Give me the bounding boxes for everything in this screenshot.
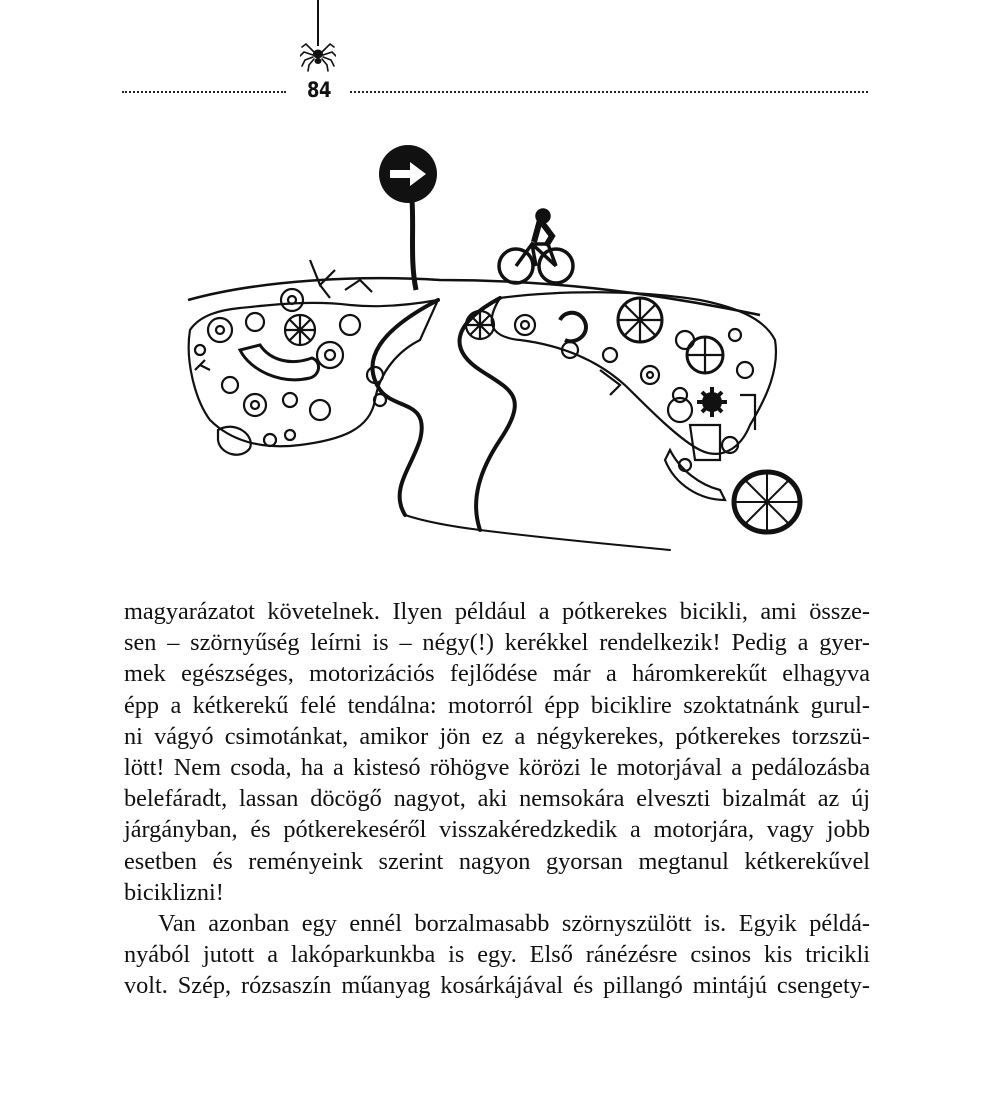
text-line: sen – szörnyűség leírni is – négy(!) kerékkel rendelkezik! Pedig a gyer-: [124, 629, 870, 657]
text-line: volt. Szép, rózsaszín műanyag kosárkájával és pillangó mintájú csengety-: [124, 972, 870, 1000]
text-line: magyarázatot követelnek. Ilyen például a pótkerekes bicikli, ami össze-: [124, 598, 870, 625]
bicycle-parts-icon: [189, 260, 438, 455]
page-number: 84: [306, 78, 331, 102]
text-line: épp a kétkerekű felé tendálna: motorról épp biciklire szoktatnánk gurul-: [124, 691, 870, 719]
text-line: belefáradt, lassan döcögő nagyot, aki nemsokára elveszti bizalmát az új: [124, 785, 870, 813]
road-illustration: [180, 140, 810, 560]
text-line: biciklizni!: [124, 878, 224, 906]
text-line: járgányban, és pótkerekeséről visszakéredzkedik a motorjára, vagy jobb: [124, 816, 870, 844]
hanging-spider-icon: [300, 38, 336, 72]
cyclist-icon: [499, 210, 573, 283]
text-line: esetben és reményeink szerint nagyon gyorsan megtanul kétkerekűvel: [124, 847, 870, 875]
text-line: mek egészséges, motorizációs fejlődése már a háromkerekűt elhagyva: [124, 660, 870, 688]
text-line: Van azonban egy ennél borzalmasabb szörnyszülött is. Egyik példá-: [158, 909, 870, 937]
header-rule-left: [122, 91, 286, 93]
header-rule-right: [350, 91, 868, 93]
text-line: nyából jutott a lakóparkunkba is egy. Első ránézésre csinos kis tricikli: [124, 941, 870, 969]
body-text: [124, 596, 870, 1001]
wheel-icon: [734, 472, 800, 532]
gear-icon: [697, 387, 727, 417]
text-line: ni vágyó csimotánkat, amikor jön ez a négykerekes, pótkerekes torzszü-: [124, 722, 870, 750]
text-line: lött! Nem csoda, ha a kistesó röhögve körözi le motorjával a pedálozásba: [124, 753, 870, 781]
arrow-road-sign-icon: [379, 145, 437, 290]
